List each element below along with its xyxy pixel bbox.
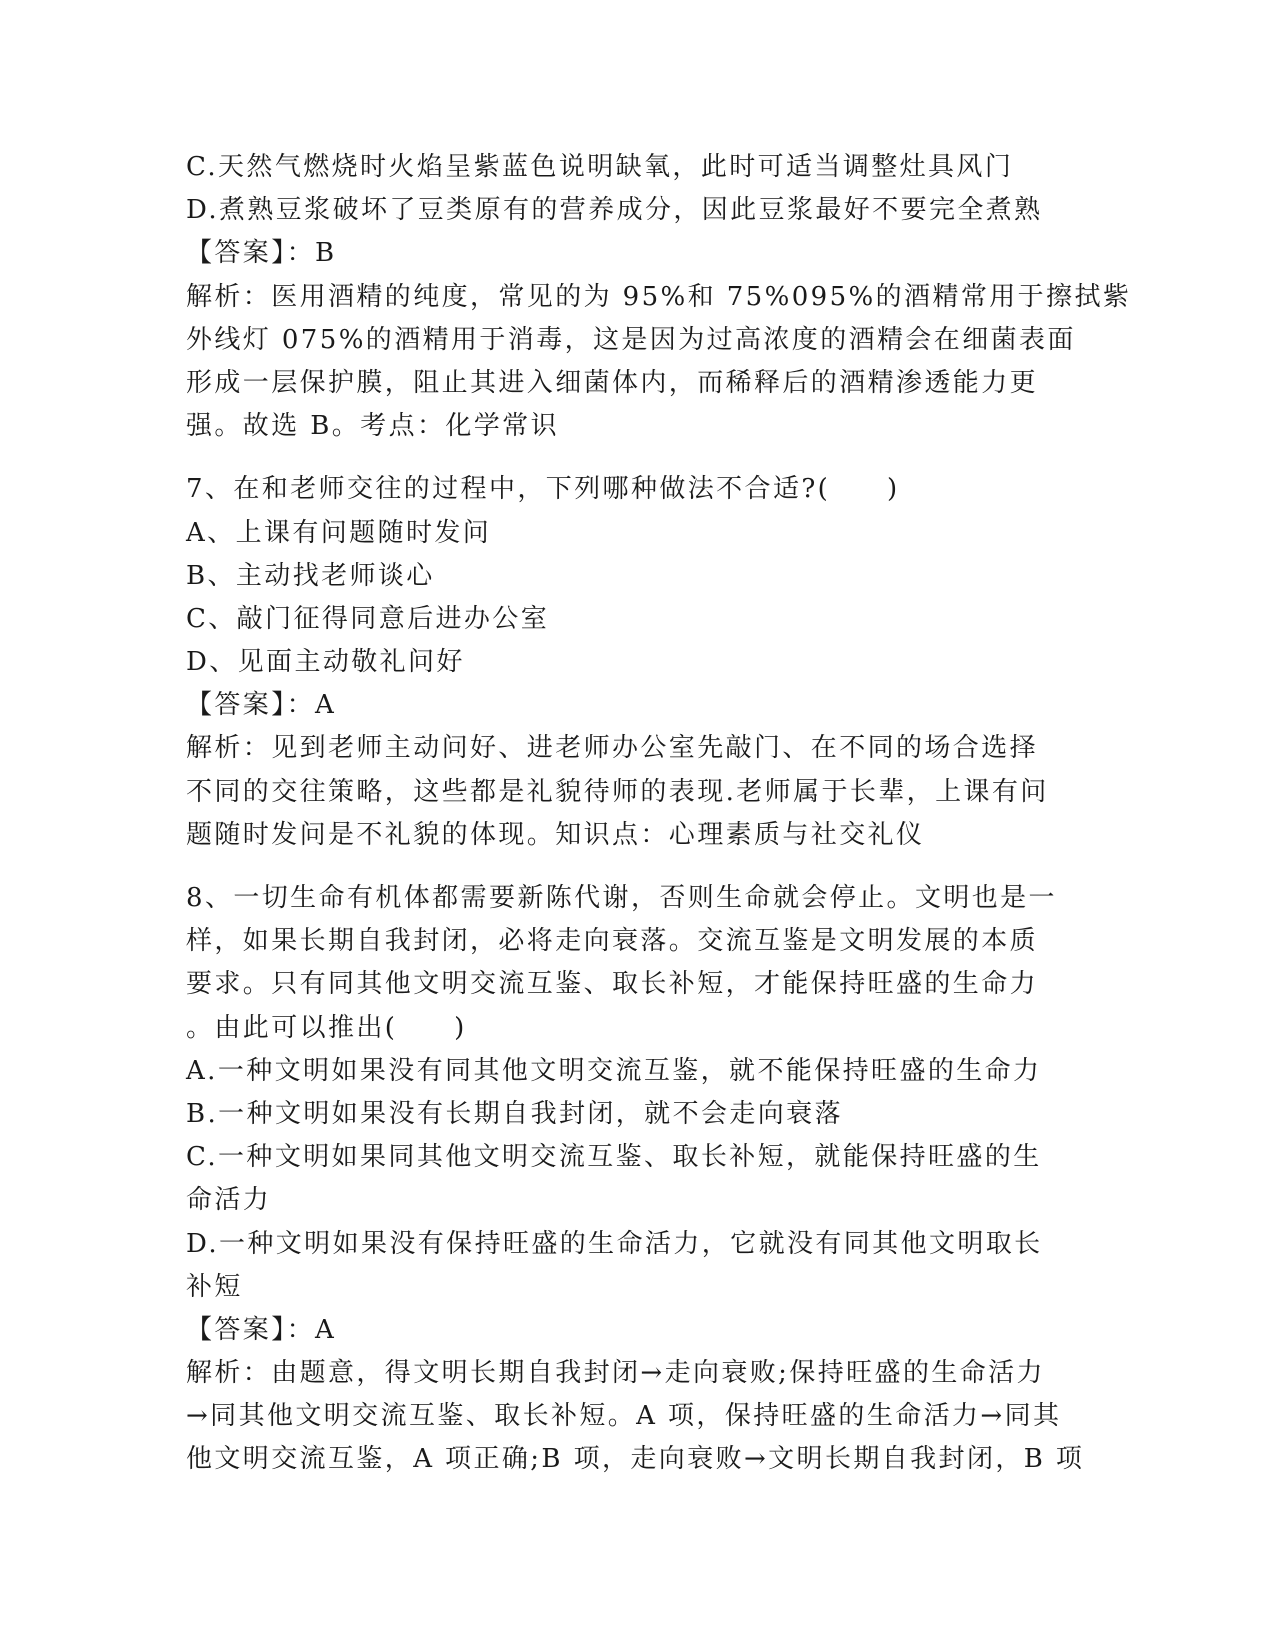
q8-option-a: A.一种文明如果没有同其他文明交流互鉴，就不能保持旺盛的生命力 xyxy=(186,1055,1042,1086)
q8-analysis-line: 他文明交流互鉴，A 项正确;B 项，走向衰败→文明长期自我封闭，B 项 xyxy=(186,1444,1085,1475)
document-body xyxy=(186,146,1132,1482)
prev-analysis-line: 形成一层保护膜，阻止其进入细菌体内，而稀释后的酒精渗透能力更 xyxy=(186,367,1039,398)
q7-analysis-line: 不同的交往策略，这些都是礼貌待师的表现.老师属于长辈，上课有问 xyxy=(186,776,1049,807)
q8-analysis-line: 解析：由题意，得文明长期自我封闭→走向衰败;保持旺盛的生命活力 xyxy=(186,1358,1045,1389)
prev-analysis-line: 解析：医用酒精的纯度，常见的为 95%和 75%095%的酒精常用于擦拭紫 xyxy=(186,281,1132,312)
q8-stem-line: 样，如果长期自我封闭，必将走向衰落。交流互鉴是文明发展的本质 xyxy=(186,926,1039,957)
prev-analysis-line: 强。故选 B。考点：化学常识 xyxy=(186,411,559,442)
q7-option-d: D、见面主动敬礼问好 xyxy=(186,647,465,678)
q8-stem-line: 要求。只有同其他文明交流互鉴、取长补短，才能保持旺盛的生命力 xyxy=(186,969,1039,1000)
section-gap xyxy=(186,448,1086,468)
q7-analysis-line: 题随时发问是不礼貌的体现。知识点：心理素质与社交礼仪 xyxy=(186,819,925,850)
q8-option-b: B.一种文明如果没有长期自我封闭，就不会走向衰落 xyxy=(186,1098,843,1129)
q7-stem: 7、在和老师交往的过程中，下列哪种做法不合适?( ) xyxy=(186,474,900,505)
q7-option-a: A、上课有问题随时发问 xyxy=(186,517,492,548)
q8-stem-line: 8、一切生命有机体都需要新陈代谢，否则生命就会停止。文明也是一 xyxy=(186,883,1057,913)
q8-option-c-line: 命活力 xyxy=(186,1185,272,1216)
q8-option-d-line: 补短 xyxy=(186,1271,243,1302)
prev-answer: 【答案】：B xyxy=(186,238,337,269)
q8-analysis-line: →同其他文明交流互鉴、取长补短。A 项，保持旺盛的生命活力→同其 xyxy=(186,1401,1062,1432)
section-gap xyxy=(186,857,1086,877)
q7-analysis-line: 解析：见到老师主动问好、进老师办公室先敲门、在不同的场合选择 xyxy=(186,733,1039,764)
q8-stem-line: 。由此可以推出( ) xyxy=(186,1012,467,1043)
q8-option-c-line: C.一种文明如果同其他文明交流互鉴、取长补短，就能保持旺盛的生 xyxy=(186,1142,1042,1173)
prev-analysis-line: 外线灯 075%的酒精用于消毒，这是因为过高浓度的酒精会在细菌表面 xyxy=(186,324,1076,355)
q7-option-b: B、主动找老师谈心 xyxy=(186,560,435,591)
q7-answer: 【答案】：A xyxy=(186,690,337,721)
q8-answer: 【答案】：A xyxy=(186,1314,337,1345)
q8-option-d-line: D.一种文明如果没有保持旺盛的生命活力，它就没有同其他文明取长 xyxy=(186,1228,1043,1259)
prev-option-d: D.煮熟豆浆破坏了豆类原有的营养成分，因此豆浆最好不要完全煮熟 xyxy=(186,195,1043,226)
prev-option-c: C.天然气燃烧时火焰呈紫蓝色说明缺氧，此时可适当调整灶具风门 xyxy=(186,152,1014,182)
q7-option-c: C、敲门征得同意后进办公室 xyxy=(186,603,550,634)
